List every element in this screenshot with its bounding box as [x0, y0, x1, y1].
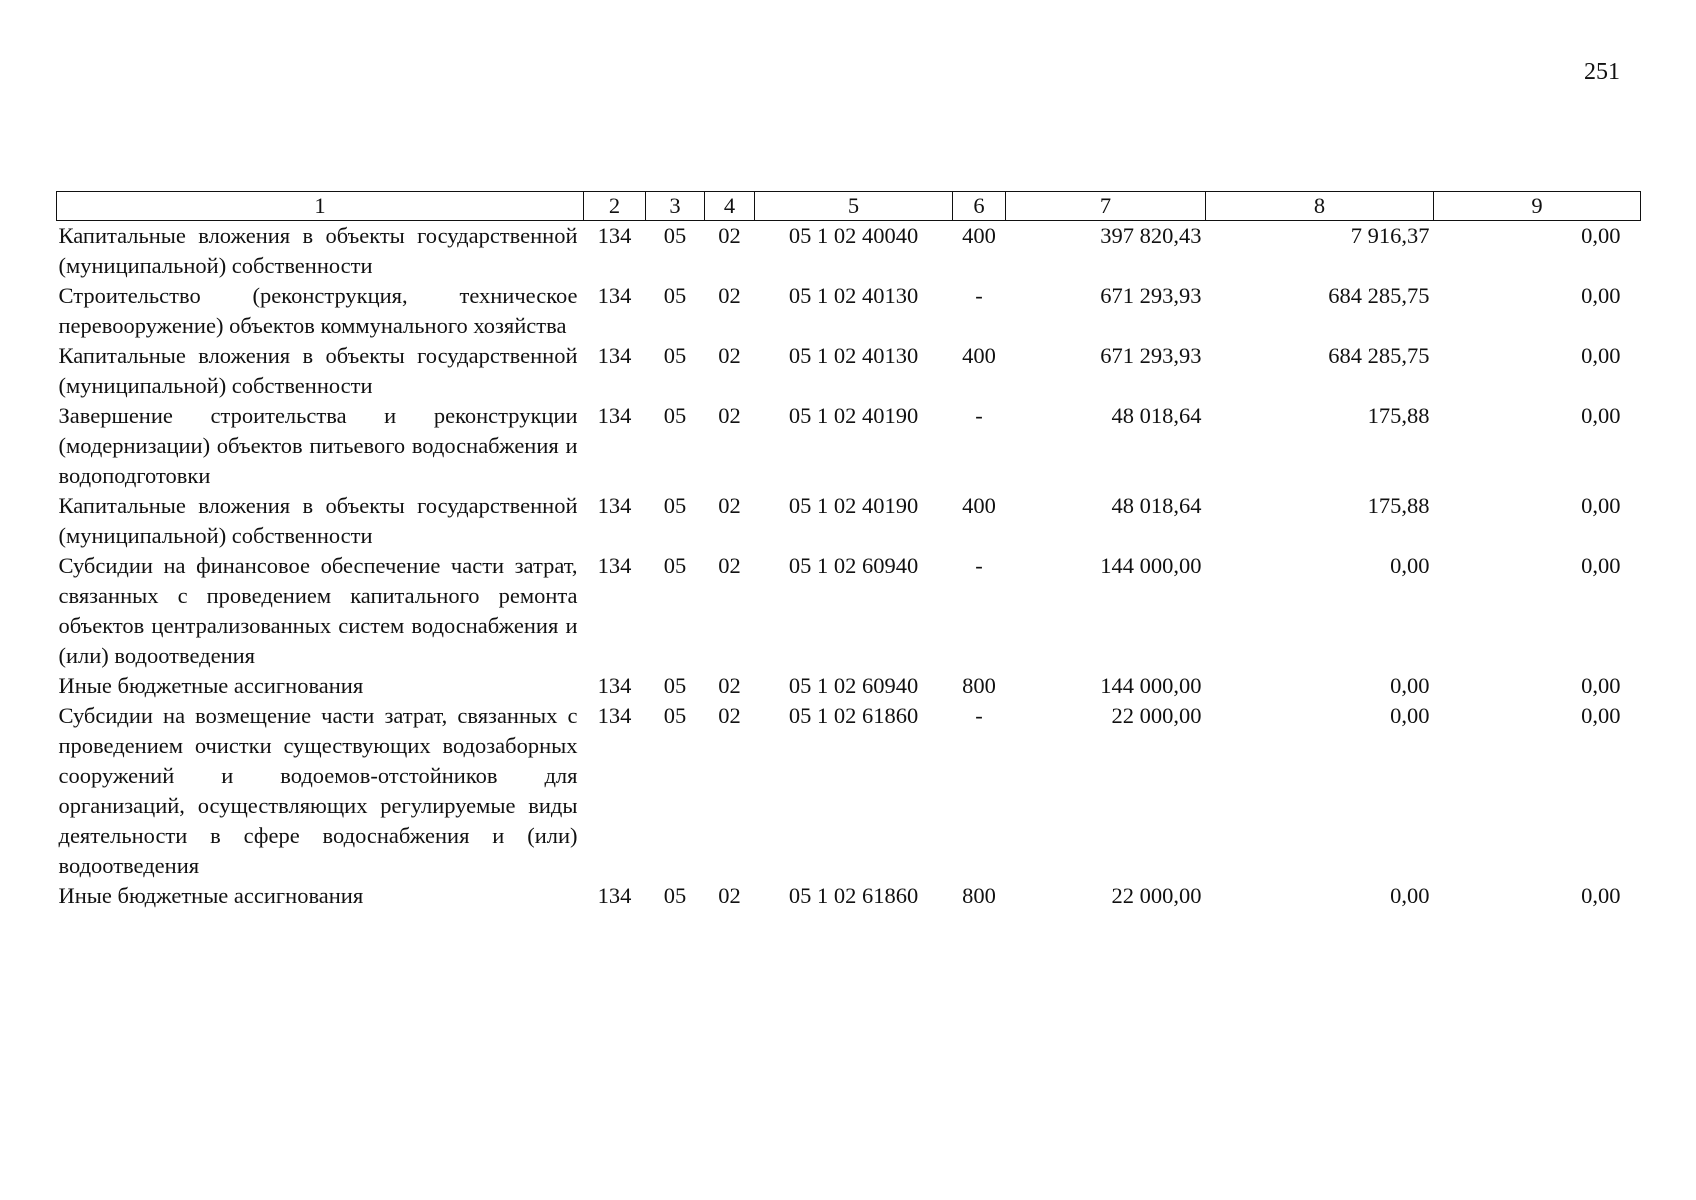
row-description: Иные бюджетные ассигнования [58, 883, 364, 908]
row-target-article: 05 1 02 60940 [788, 553, 919, 578]
row-amount-col7: 671 293,93 [1100, 283, 1202, 308]
row-subsection-code: 02 [718, 493, 741, 518]
row-amount-col7: 22 000,00 [1111, 883, 1202, 908]
column-header: 7 [1006, 192, 1206, 221]
row-amount-col7: 397 820,43 [1100, 223, 1202, 248]
row-amount-col8: 0,00 [1390, 883, 1430, 908]
row-description: Капитальные вложения в объекты государственной (муниципальной) собственности [58, 343, 578, 398]
column-header: 8 [1206, 192, 1434, 221]
row-description: Иные бюджетные ассигнования [58, 673, 364, 698]
row-amount-col7: 48 018,64 [1111, 403, 1202, 428]
row-amount-col9: 0,00 [1581, 223, 1621, 248]
row-section-code: 05 [663, 883, 687, 908]
row-target-article: 05 1 02 40190 [788, 493, 919, 518]
row-subsection-code: 02 [718, 883, 741, 908]
row-target-article: 05 1 02 40130 [788, 283, 919, 308]
row-expense-type: - [975, 283, 983, 308]
row-amount-col9: 0,00 [1581, 283, 1621, 308]
row-expense-type: - [975, 553, 983, 578]
table-row [57, 671, 1641, 701]
row-amount-col7: 48 018,64 [1111, 493, 1202, 518]
row-section-code: 05 [663, 553, 687, 578]
row-target-article: 05 1 02 61860 [788, 883, 919, 908]
row-ministry-code: 134 [597, 493, 632, 518]
table-row [57, 551, 1641, 671]
row-amount-col8: 0,00 [1390, 673, 1430, 698]
row-description: Завершение строительства и реконструкции (модернизации) объектов питьевого водоснабжения и водоподготовки [58, 403, 578, 488]
column-header: 6 [953, 192, 1006, 221]
row-expense-type: 400 [962, 493, 996, 518]
column-header: 9 [1434, 192, 1641, 221]
row-amount-col7: 671 293,93 [1100, 343, 1202, 368]
budget-table [56, 191, 1641, 911]
row-description: Субсидии на финансовое обеспечение части затрат, связанных с проведением капитального ремонта объектов централизованных систем водоснабжения и (или) водоотведения [58, 553, 578, 668]
row-description: Строительство (реконструкция, техническое перевооружение) объектов коммунального хозяйства [58, 283, 578, 338]
row-section-code: 05 [663, 283, 687, 308]
row-amount-col9: 0,00 [1581, 883, 1621, 908]
row-expense-type: 400 [962, 223, 996, 248]
column-header: 2 [584, 192, 646, 221]
row-section-code: 05 [663, 223, 687, 248]
column-header: 3 [646, 192, 705, 221]
table-header-row [57, 192, 1641, 221]
row-description: Субсидии на возмещение части затрат, связанных с проведением очистки существующих водозаборных сооружений и водоемов-отстойников для организаций, осуществляющих регулируемые виды деятельности в сфере водоснабжения и (или) водоотведения [58, 703, 578, 878]
row-target-article: 05 1 02 40130 [788, 343, 919, 368]
row-subsection-code: 02 [718, 673, 741, 698]
row-amount-col8: 0,00 [1390, 703, 1430, 728]
row-section-code: 05 [663, 673, 687, 698]
row-subsection-code: 02 [718, 553, 741, 578]
row-section-code: 05 [663, 403, 687, 428]
row-target-article: 05 1 02 40040 [788, 223, 919, 248]
row-target-article: 05 1 02 61860 [788, 703, 919, 728]
row-amount-col9: 0,00 [1581, 673, 1621, 698]
row-subsection-code: 02 [718, 703, 741, 728]
table-body [57, 221, 1641, 912]
row-description: Капитальные вложения в объекты государственной (муниципальной) собственности [58, 223, 578, 278]
row-ministry-code: 134 [597, 703, 632, 728]
row-subsection-code: 02 [718, 403, 741, 428]
row-amount-col9: 0,00 [1581, 403, 1621, 428]
row-amount-col8: 684 285,75 [1328, 343, 1430, 368]
row-amount-col9: 0,00 [1581, 553, 1621, 578]
row-target-article: 05 1 02 40190 [788, 403, 919, 428]
row-description: Капитальные вложения в объекты государственной (муниципальной) собственности [58, 493, 578, 548]
column-header: 4 [705, 192, 755, 221]
row-ministry-code: 134 [597, 883, 632, 908]
row-section-code: 05 [663, 703, 687, 728]
row-amount-col9: 0,00 [1581, 343, 1621, 368]
row-amount-col8: 0,00 [1390, 553, 1430, 578]
row-subsection-code: 02 [718, 223, 741, 248]
row-subsection-code: 02 [718, 343, 741, 368]
table-row [57, 491, 1641, 551]
row-section-code: 05 [663, 343, 687, 368]
row-amount-col8: 7 916,37 [1350, 223, 1430, 248]
table-row [57, 881, 1641, 911]
row-expense-type: - [975, 403, 983, 428]
table-row [57, 221, 1641, 282]
row-amount-col7: 144 000,00 [1100, 673, 1202, 698]
table-row [57, 701, 1641, 881]
row-subsection-code: 02 [718, 283, 741, 308]
row-amount-col7: 144 000,00 [1100, 553, 1202, 578]
row-expense-type: 800 [962, 673, 996, 698]
row-ministry-code: 134 [597, 553, 632, 578]
column-header: 1 [57, 192, 584, 221]
row-expense-type: 400 [962, 343, 996, 368]
page-number: 251 [1584, 59, 1620, 85]
row-ministry-code: 134 [597, 343, 632, 368]
row-amount-col9: 0,00 [1581, 493, 1621, 518]
row-expense-type: - [975, 703, 983, 728]
row-target-article: 05 1 02 60940 [788, 673, 919, 698]
row-expense-type: 800 [962, 883, 996, 908]
row-amount-col8: 684 285,75 [1328, 283, 1430, 308]
column-header: 5 [755, 192, 953, 221]
row-ministry-code: 134 [597, 223, 632, 248]
row-amount-col9: 0,00 [1581, 703, 1621, 728]
row-ministry-code: 134 [597, 673, 632, 698]
row-ministry-code: 134 [597, 403, 632, 428]
row-ministry-code: 134 [597, 283, 632, 308]
row-amount-col8: 175,88 [1367, 493, 1430, 518]
table-row [57, 341, 1641, 401]
table-row [57, 281, 1641, 341]
row-amount-col8: 175,88 [1367, 403, 1430, 428]
row-amount-col7: 22 000,00 [1111, 703, 1202, 728]
table-row [57, 401, 1641, 491]
row-section-code: 05 [663, 493, 687, 518]
